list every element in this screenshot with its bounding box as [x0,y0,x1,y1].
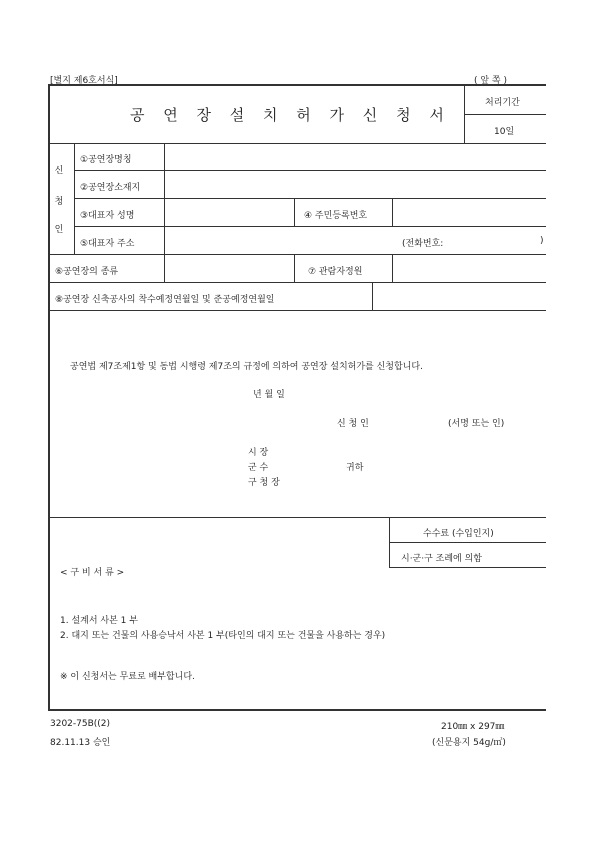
applicant-label-1: 신 [54,166,64,176]
form-title: 공 연 장 설 치 허 가 신 청 서 [130,106,451,124]
form-number: [별지 제6호서식] [50,76,118,86]
resident-number-label: ④ 주민등록번호 [304,211,368,221]
representative-address-label: ⑤대표자 주소 [80,239,135,249]
paper-type: (신문용지 54g/㎡) [432,738,506,748]
application-statement: 공연법 제7조제1항 및 동법 시행령 제7조의 규정에 의하여 공연장 설치허가를 신청합니다. [70,362,423,372]
phone-close: ) [540,236,544,246]
venue-address-label: ②공연장소재지 [80,183,141,193]
required-document-1: 1. 설계서 사본 1 부 [60,616,138,626]
page-side-label: ( 앞 쪽 ) [474,76,507,86]
applicant-signature-label: 신 청 인 [337,419,369,429]
recipient-suffix: 귀하 [346,463,364,473]
construction-schedule-label: ⑧공연장 신축공사의 착수예정연월일 및 준공예정연월일 [55,295,275,305]
required-document-2: 2. 대지 또는 건물의 사용승낙서 사본 1 부(타인의 대지 또는 건물을 사용하는 경우) [60,631,386,641]
processing-period-value: 10일 [494,127,515,137]
signature-hint: (서명 또는 인) [448,419,505,429]
fee-value: 시·군·구 조례에 의함 [401,554,482,564]
required-documents-heading: < 구 비 서 류 > [60,568,125,578]
venue-type-label: ⑥공연장의 종류 [55,267,119,277]
applicant-label-2: 청 [54,197,64,207]
addressee-mayor: 시 장 [248,448,269,458]
addressee-county: 군 수 [248,463,269,473]
fee-label: 수수료 (수입인지) [423,529,494,539]
processing-period-label: 처리기간 [485,98,520,108]
venue-name-label: ①공연장명칭 [80,155,132,165]
applicant-label-3: 인 [54,225,64,235]
representative-name-label: ③대표자 성명 [80,211,135,221]
phone-label: (전화번호: [402,239,444,249]
date-line: 년 월 일 [253,390,285,400]
addressee-district: 구 청 장 [248,478,280,488]
paper-size: 210㎜ x 297㎜ [441,722,505,732]
seating-capacity-label: ⑦ 관람자정원 [308,267,363,277]
approval-date: 82.11.13 승인 [50,738,111,748]
form-code: 3202-75B((2) [50,719,111,729]
free-distribution-note: ※ 이 신청서는 무료로 배부합니다. [60,672,195,682]
